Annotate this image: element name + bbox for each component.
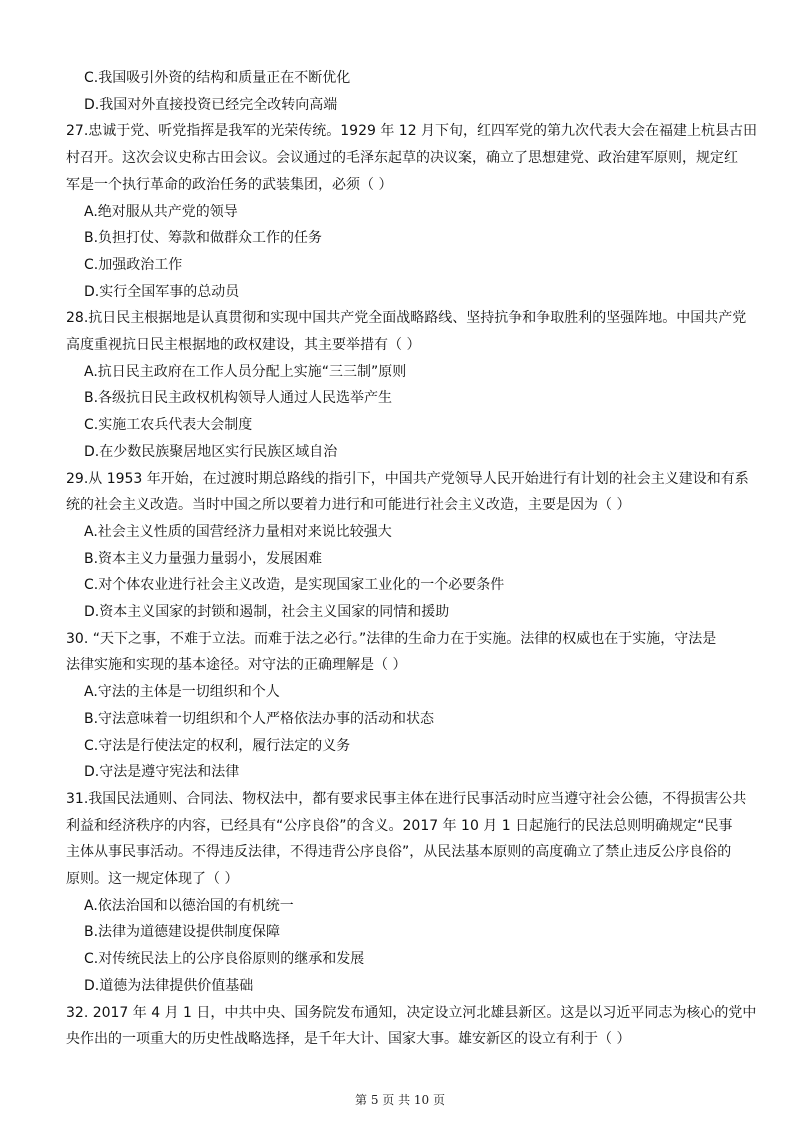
answer-option: A.绝对服从共产党的领导 [84, 203, 238, 220]
question-line: 主体从事民事活动。不得违反法律，不得违背公序良俗”，从民法基本原则的高度确立了禁止违反公序良俗的 [66, 844, 732, 861]
question-line: 27.忠诚于党、听党指挥是我军的光荣传统。1929 年 12 月下旬，红四军党的第九次代表大会在福建上杭县古田 [66, 123, 758, 140]
question-line: 原则。这一规定体现了（ ） [66, 871, 239, 887]
question-line: 央作出的一项重大的历史性战略选择，是千年大计、国家大事。雄安新区的设立有利于（ ） [66, 1031, 631, 1048]
answer-option: B.各级抗日民主政权机构领导人通过人民选举产生 [84, 390, 393, 407]
answer-option: B.守法意味着一切组织和个人严格依法办事的活动和状态 [84, 710, 435, 727]
question-line: 统的社会主义改造。当时中国之所以要着力进行和可能进行社会主义改造，主要是因为（ ） [66, 497, 631, 514]
answer-option: A.守法的主体是一切组织和个人 [84, 684, 280, 701]
page-footer: 第 5 页 共 10 页 [355, 1093, 445, 1107]
answer-option: D.实行全国军事的总动员 [84, 283, 240, 300]
question-line: 村召开。这次会议史称古田会议。会议通过的毛泽东起草的决议案，确立了思想建党、政治建军原则，规定红 [66, 150, 738, 167]
answer-option: D.资本主义国家的封锁和遏制，社会主义国家的同情和援助 [84, 604, 450, 620]
question-line: 28.抗日民主根据地是认真贯彻和实现中国共产党全面战略路线、坚持抗争和争取胜利的坚强阵地。中国共产党 [66, 310, 747, 327]
question-line: 法律实施和实现的基本途径。对守法的正确理解是（ ） [66, 657, 407, 674]
question-line: 31.我国民法通则、合同法、物权法中，都有要求民事主体在进行民事活动时应当遵守社会公德，不得损害公共 [66, 790, 747, 807]
answer-option: D.在少数民族聚居地区实行民族区域自治 [84, 443, 338, 460]
answer-option: B.资本主义力量强力量弱小，发展困难 [84, 550, 323, 567]
question-line: 32. 2017 年 4 月 1 日，中共中央、国务院发布通知，决定设立河北雄县新区。这是以习近平同志为核心的党中 [66, 1004, 757, 1021]
question-line: 30. “天下之事，不难于立法。而难于法之必行。”法律的生命力在于实施。法律的权威也在于实施，守法是 [66, 630, 717, 647]
question-line: 利益和经济秩序的内容，已经具有“公序良俗”的含义。2017 年 10 月 1 日起施行的民法总则明确规定“民事 [66, 817, 733, 834]
question-line: 高度重视抗日民主根据地的政权建设，其主要举措有（ ） [66, 337, 421, 353]
question-line: 军是一个执行革命的政治任务的武装集团，必须（ ） [66, 176, 393, 193]
answer-option: D.我国对外直接投资已经完全改转向高端 [84, 96, 338, 113]
answer-option: A.抗日民主政府在工作人员分配上实施“三三制”原则 [84, 363, 407, 380]
answer-option: C.对个体农业进行社会主义改造，是实现国家工业化的一个必要条件 [84, 577, 505, 594]
answer-option: D.守法是遵守宪法和法律 [84, 764, 240, 781]
question-line: 29.从 1953 年开始，在过渡时期总路线的指引下，中国共产党领导人民开始进行有计划的社会主义建设和有系 [66, 470, 749, 487]
answer-option: A.社会主义性质的国营经济力量相对来说比较强大 [84, 523, 392, 540]
answer-option: C.我国吸引外资的结构和质量正在不断优化 [84, 70, 351, 86]
answer-option: D.道德为法律提供价值基础 [84, 977, 254, 994]
answer-option: A.依法治国和以德治国的有机统一 [84, 897, 294, 914]
answer-option: C.守法是行使法定的权利，履行法定的义务 [84, 737, 351, 754]
answer-option: C.实施工农兵代表大会制度 [84, 417, 253, 434]
answer-option: C.加强政治工作 [84, 256, 183, 273]
answer-option: C.对传统民法上的公序良俗原则的继承和发展 [84, 951, 365, 968]
answer-option: B.法律为道德建设提供制度保障 [84, 924, 281, 941]
answer-option: B.负担打仗、筹款和做群众工作的任务 [84, 230, 323, 247]
